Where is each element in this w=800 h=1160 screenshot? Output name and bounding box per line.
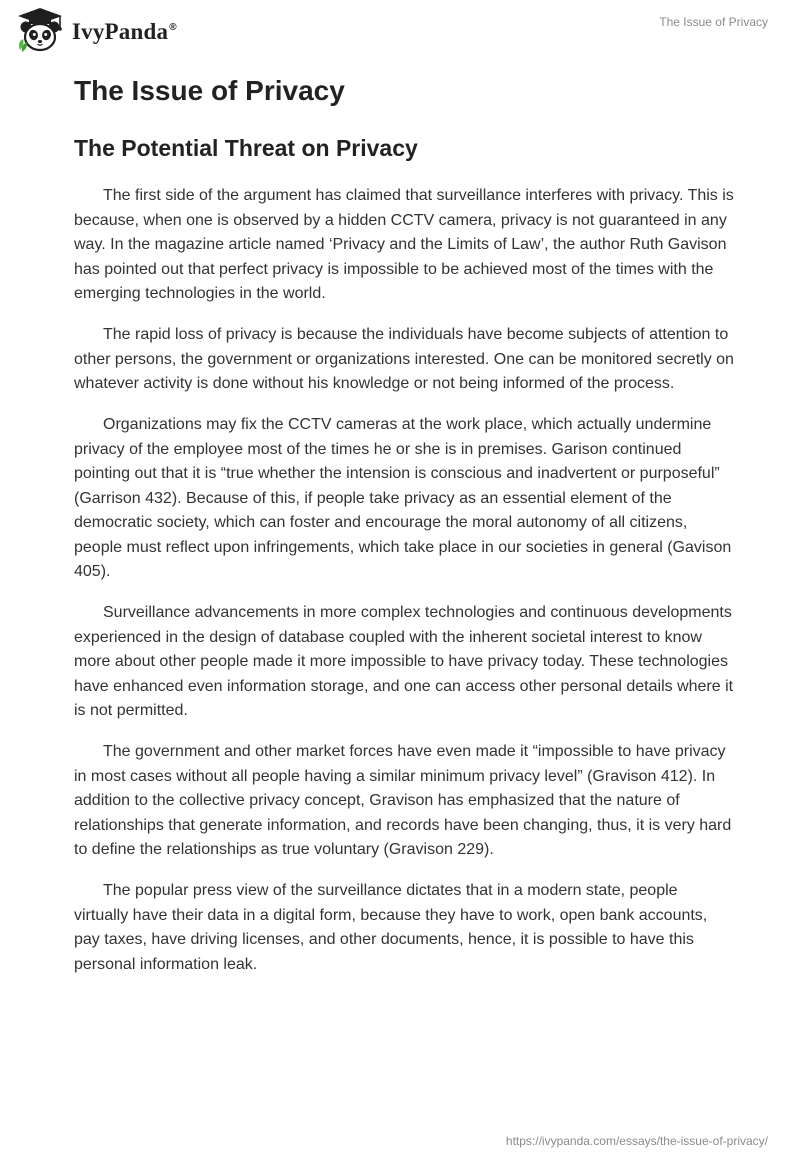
- article-paragraph: Surveillance advancements in more complex technologies and continuous developments experienced in the design of database coupled with the inherent societal interest to know more about other people made it more impossible to have privacy today. These technologies have enhanced even information storage, and one can access other personal details where it is not permitted.: [74, 604, 734, 719]
- article-paragraph: The government and other market forces have even made it “impossible to have privacy in most cases without all people having a similar minimum privacy level” (Gravison 412). In addition to the collective privacy concept, Gravison has emphasized that the nature of relationships that generate information, and records have been changing, thus, it is very hard to define the relationships as true voluntary (Gravison 229).: [74, 743, 732, 858]
- source-url-link[interactable]: https://ivypanda.com/essays/the-issue-of-privacy/: [505, 1134, 768, 1148]
- header-page-title: The Issue of Privacy: [659, 15, 768, 29]
- article-paragraph: The rapid loss of privacy is because the individuals have become subjects of attention to other persons, the government or organizations interested. One can be monitored secretly on whatever activity is done without his knowledge or not being informed of the process.: [74, 326, 734, 392]
- article-paragraph: The first side of the argument has claimed that surveillance interferes with privacy. This is because, when one is observed by a hidden CCTV camera, privacy is not guaranteed in any way. In the magazine article named ‘Privacy and the Limits of Law’, the author Ruth Gavison has pointed out that perfect privacy is impossible to be achieved most of the times with the emerging technologies in the world.: [74, 187, 734, 302]
- registered-mark: ®: [169, 22, 177, 34]
- article-paragraph: The popular press view of the surveillance dictates that in a modern state, people virtually have their data in a digital form, because they have to work, open bank accounts, pay taxes, have driving licenses, and other documents, hence, it is possible to have this personal information leak.: [74, 882, 708, 973]
- section-heading: The Potential Threat on Privacy: [74, 135, 418, 161]
- page-title: The Issue of Privacy: [74, 75, 345, 106]
- article-paragraph: Organizations may fix the CCTV cameras at the work place, which actually undermine privacy of the employee most of the times he or she is in premises. Garison continued pointing out that it is “true whether the intension is conscious and inadvertent or purposeful” (Garrison 432). Because of this, if people take privacy as an essential element of the democratic society, which can foster and encourage the moral autonomy of all citizens, people must reflect upon infringements, which take place in our societies in general (Gavison 405).: [74, 416, 732, 580]
- ivypanda-logo[interactable]: [14, 6, 177, 54]
- panda-graduate-icon: [14, 6, 66, 54]
- article-content: [74, 72, 734, 977]
- page-header: [0, 0, 800, 62]
- brand-name: IvyPanda®: [72, 19, 177, 44]
